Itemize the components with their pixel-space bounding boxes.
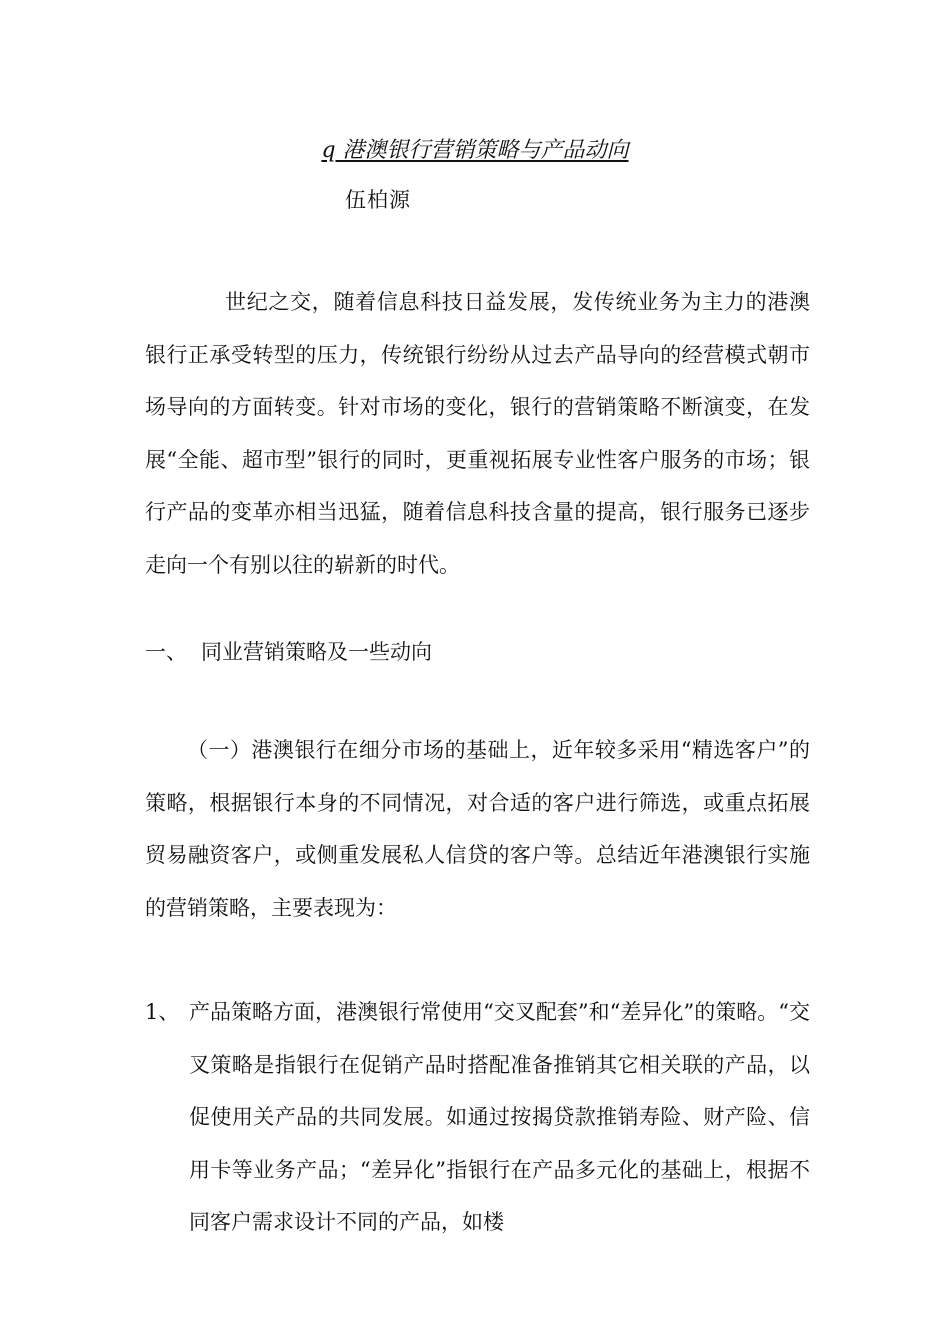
document-author: 伍柏源 <box>345 188 411 212</box>
intro-paragraph: 世纪之交，随着信息科技日益发展，发传统业务为主力的港澳银行正承受转型的压力，传统银行纷纷从过去产品导向的经营模式朝市场导向的方面转变。针对市场的变化，银行的营销策略不断演变，在发展“全能、超市型”银行的同时，更重视拓展专业性客户服务的市场；银行产品的变革亦相当迅猛，随着信息科技含量的提高，银行服务已逐步走向一个有别以往的崭新的时代。 <box>145 290 810 577</box>
section-heading <box>145 636 432 666</box>
subsection-paragraph: （一）港澳银行在细分市场的基础上，近年较多采用“精选客户”的策略，根据银行本身的不同情况，对合适的客户进行筛选，或重点拓展贸易融资客户，或侧重发展私人信贷的客户等。总结近年港澳银行实施的营销策略，主要表现为： <box>145 738 810 920</box>
list-item-text: 产品策略方面，港澳银行常使用“交叉配套”和“差异化”的策略。“交叉策略是指银行在促销产品时搭配准备推销其它相关联的产品，以促使用关产品的共同发展。如通过按揭贷款推销寿险、财产险、信用卡等业务产品；“差异化”指银行在产品多元化的基础上，根据不同客户需求设计不同的产品，如楼 <box>189 1000 810 1234</box>
section-number: 一、 <box>145 640 187 664</box>
document-title: q 港澳银行营销策略与产品动向 <box>321 138 629 163</box>
list-item <box>145 986 810 1249</box>
list-item-number: 1、 <box>145 1000 180 1024</box>
section-title: 同业营销策略及一些动向 <box>201 640 432 664</box>
